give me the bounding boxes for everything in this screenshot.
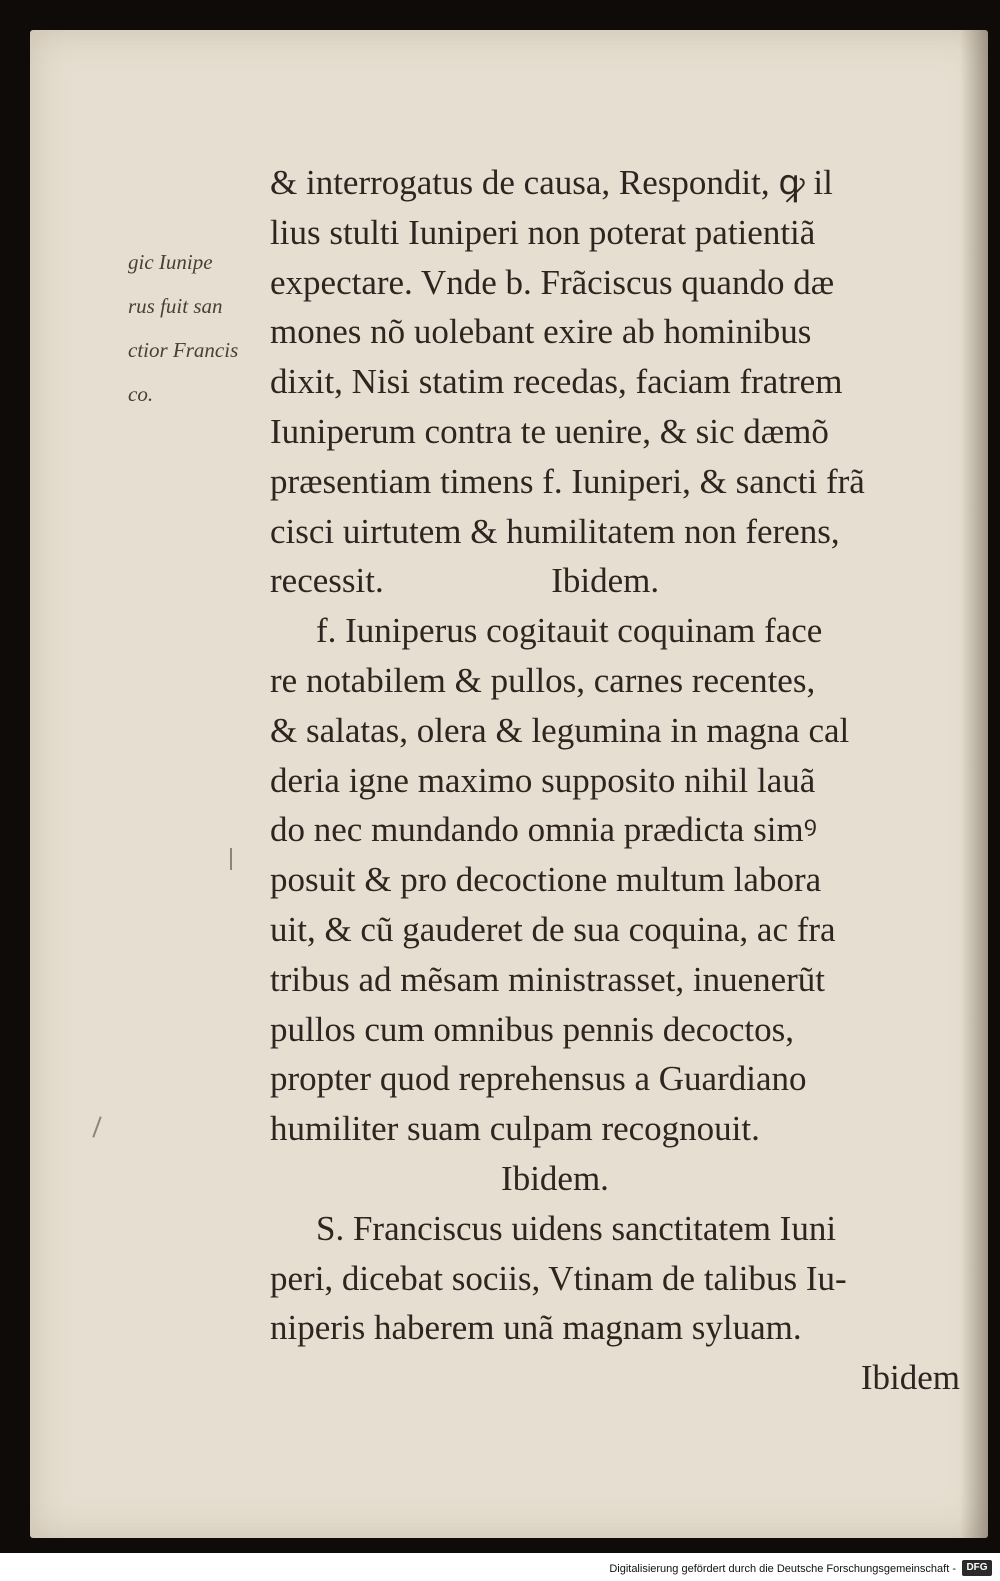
text-line: propter quod reprehensus a Guardiano: [270, 1059, 807, 1099]
text-line: & salatas, olera & legumina in magna cal: [270, 710, 850, 750]
ink-mark: [230, 848, 232, 870]
text-line: lius stulti Iuniperi non poterat patientiã: [270, 212, 816, 252]
text-line: præsentiam timens f. Iuniperi, & sancti frã: [270, 461, 865, 501]
text-line: humiliter suam culpam recognouit.: [270, 1109, 760, 1149]
gutter-shadow: [960, 30, 988, 1538]
text-line: dixit, Nisi statim recedas, faciam fratrem: [270, 362, 843, 402]
text-line: do nec mundando omnia prædicta simꝰ: [270, 810, 818, 850]
marginal-note-line: rus fuit san: [128, 294, 223, 318]
text-line: cisci uirtutem & humilitatem non ferens,: [270, 511, 840, 551]
marginal-note: [128, 240, 288, 416]
text-line: uit, & cũ gauderet de sua coquina, ac fra: [270, 909, 836, 949]
text-line: [270, 556, 960, 606]
text-line: tribus ad mẽsam ministrasset, inuenerũt: [270, 959, 826, 999]
book-page: [30, 30, 988, 1538]
text-line: niperis haberem unã magnam syluam.: [270, 1308, 802, 1348]
text-line: pullos cum omnibus pennis decoctos,: [270, 1009, 794, 1049]
dfg-logo: DFG: [962, 1560, 992, 1576]
source-reference: Ibidem.: [501, 1158, 609, 1198]
text-line: expectare. Vnde b. Frãciscus quando dæ: [270, 262, 835, 302]
ink-mark: [92, 1116, 101, 1137]
text-line: re notabilem & pullos, carnes recentes,: [270, 660, 816, 700]
marginal-note-line: gic Iunipe: [128, 250, 213, 274]
text-line: S. Franciscus uidens sanctitatem Iuni: [316, 1208, 837, 1248]
text-line: mones nõ uolebant exire ab hominibus: [270, 312, 812, 352]
text-line: f. Iuniperus cogitauit coquinam face: [316, 611, 823, 651]
footer-bar: [0, 1553, 1000, 1581]
text-line: & interrogatus de causa, Respondit, ꝙ il: [270, 163, 833, 202]
funding-credit: Digitalisierung gefördert durch die Deutsche Forschungsgemeinschaft -: [609, 1563, 956, 1575]
text-fragment: recessit.: [270, 561, 384, 601]
text-line: posuit & pro decoctione multum labora: [270, 860, 822, 900]
marginal-note-line: ctior Francis: [128, 338, 239, 362]
marginal-note-line: co.: [128, 382, 154, 406]
source-reference: Ibidem.: [551, 561, 660, 601]
page-body-text: [270, 158, 960, 1403]
text-line: Iuniperum contra te uenire, & sic dæmõ: [270, 411, 829, 451]
source-reference: Ibidem: [860, 1358, 960, 1398]
text-line: deria igne maximo supposito nihil lauã: [270, 760, 816, 800]
text-line: peri, dicebat sociis, Vtinam de talibus Iu-: [270, 1258, 847, 1298]
